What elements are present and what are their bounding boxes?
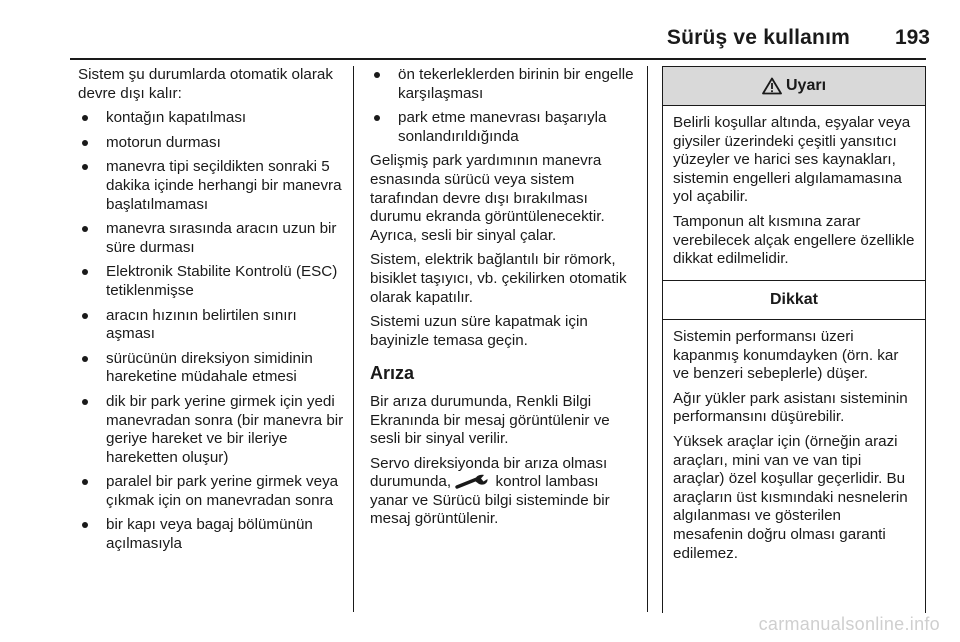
column-1 xyxy=(78,66,348,560)
caution-paragraph: Ağır yükler park asistanı sisteminin performansını düşürebilir. xyxy=(673,389,908,426)
list-item: dik bir park yerine girmek için yedi manevradan sonra (bir manevra bir geriye hareket ve bir ileriye hareketten oluşur) xyxy=(78,393,348,467)
page-number: 193 xyxy=(894,26,930,49)
watermark: carmanualsonline.info xyxy=(758,614,940,634)
column-divider-2 xyxy=(647,66,648,612)
list-item: manevra tipi seçildikten sonraki 5 dakika içinde herhangi bir manevra başlatılmaması xyxy=(78,158,348,214)
list-item: bir kapı veya bagaj bölümünün açılmasıyla xyxy=(78,516,348,553)
paragraph: Bir arıza durumunda, Renkli Bilgi Ekranında bir mesaj görüntülenir ve sesli bir sinyal verilir. xyxy=(370,392,610,448)
column-2 xyxy=(370,66,636,535)
paragraph: Gelişmiş park yardımının manevra esnasında sürücü veya sistem tarafından devre dışı bırakılması durumu ekranda görüntülenecektir. Ayrıca, sesli bir sinyal çalar. xyxy=(370,152,605,244)
header-rule xyxy=(70,58,926,60)
warning-box xyxy=(662,66,926,282)
intro-paragraph: Sistem şu durumlarda otomatik olarak devre dışı kalır: xyxy=(78,66,333,102)
caution-header xyxy=(663,281,925,320)
deactivation-list xyxy=(78,109,348,553)
text-after-icon: kontrol lambası yanar ve Sürücü bilgi sisteminde bir mesaj görüntülenir. xyxy=(370,473,610,528)
warning-paragraph: Tamponun alt kısmına zarar verebilecek alçak engellere özellikle dikkat edilmelidir. xyxy=(673,212,915,268)
caution-paragraph: Sistemin performansı üzeri kapanmış konumdayken (örn. kar ve benzeri sebeplerle) düşer. xyxy=(673,328,899,383)
paragraph: Sistemi uzun süre kapatmak için bayinizle temasa geçin. xyxy=(370,313,588,349)
warning-title: Uyarı xyxy=(785,77,827,94)
list-item: motorun durması xyxy=(78,134,348,153)
warning-triangle-icon xyxy=(762,77,782,95)
list-item: Elektronik Stabilite Kontrolü (ESC) tetiklenmişse xyxy=(78,263,348,300)
section-heading-fault: Arıza xyxy=(370,363,415,384)
column-divider-1 xyxy=(353,66,354,612)
paragraph: Sistem, elektrik bağlantılı bir römork, bisiklet taşıyıcı, vb. çekilirken otomatik olarak kapatılır. xyxy=(370,251,627,306)
list-item: ön tekerleklerden birinin bir engelle karşılaşması xyxy=(370,66,636,103)
caution-title: Dikkat xyxy=(769,291,819,308)
list-item: aracın hızının belirtilen sınırı aşması xyxy=(78,307,348,344)
caution-paragraph: Yüksek araçlar için (örneğin arazi araçları, mini van ve van tipi araçlar) özel koşullar geçerlidir. Bu araçların üst kısmındaki nesnelerin algılanması ve gösterilen mesafenin doğru olması garanti edilemez. xyxy=(673,432,908,562)
caution-box xyxy=(662,280,926,613)
deactivation-list-continued xyxy=(370,66,636,146)
list-item: paralel bir park yerine girmek veya çıkmak için on manevradan sonra xyxy=(78,473,348,510)
list-item: manevra sırasında aracın uzun bir süre durması xyxy=(78,220,348,257)
warning-paragraph: Belirli koşullar altında, eşyalar veya giysiler üzerindeki çeşitli yansıtıcı yüzeyler ve harici ses kaynakları, sistemin engelleri algılamamasına yol açabilir. xyxy=(673,114,911,206)
warning-header xyxy=(663,67,925,106)
list-item: sürücünün direksiyon simidinin hareketine müdahale etmesi xyxy=(78,350,348,387)
warning-body xyxy=(663,106,925,281)
steering-wrench-icon xyxy=(455,474,491,489)
list-item: park etme manevrası başarıyla sonlandırıldığında xyxy=(370,109,636,146)
list-item: kontağın kapatılması xyxy=(78,109,348,128)
caution-body xyxy=(663,320,925,575)
page-header-title: Sürüş ve kullanım xyxy=(666,26,850,49)
paragraph-with-icon xyxy=(370,455,636,529)
text-before-icon: Servo direksiyonda bir arıza olması durumunda, xyxy=(370,454,608,491)
